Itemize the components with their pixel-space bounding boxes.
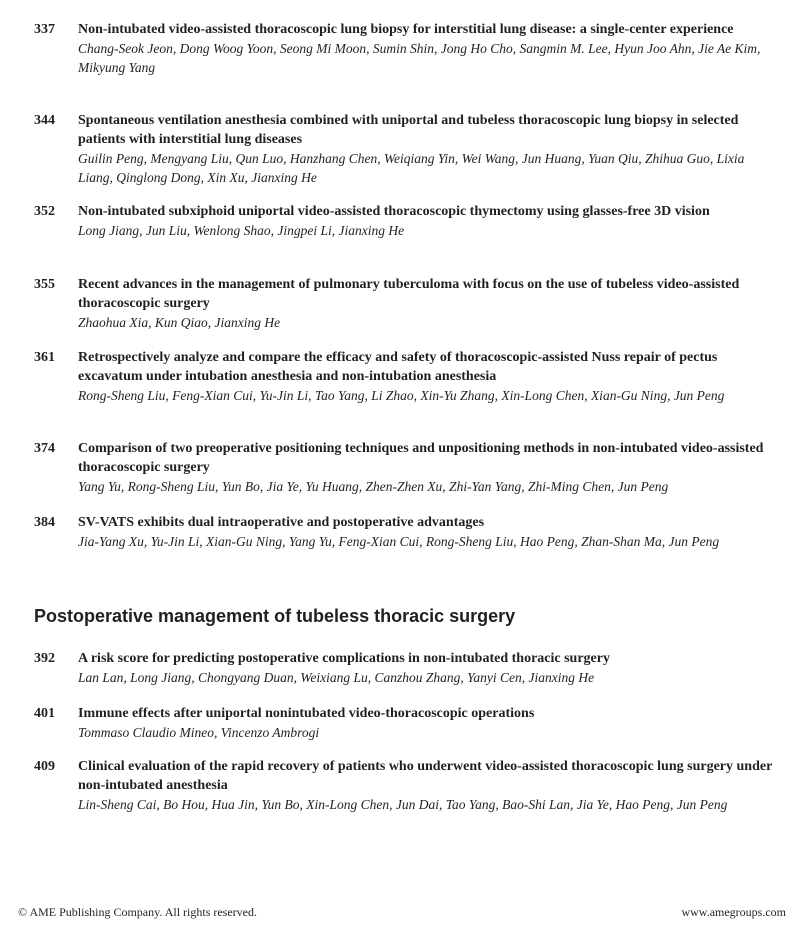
toc-entry-409[interactable] <box>34 757 774 814</box>
article-authors: Lin-Sheng Cai, Bo Hou, Hua Jin, Yun Bo, Xin-Long Chen, Jun Dai, Tao Yang, Bao-Shi Lan, Jia Ye, Hao Peng, Jun Peng <box>78 797 728 812</box>
entry <box>34 111 774 187</box>
article-authors: Jia-Yang Xu, Yu-Jin Li, Xian-Gu Ning, Yang Yu, Feng-Xian Cui, Rong-Sheng Liu, Hao Peng, Zhan-Shan Ma, Jun Peng <box>78 534 720 549</box>
section-heading: Postoperative management of tubeless thoracic surgery <box>34 606 516 626</box>
toc-entry-355[interactable] <box>34 275 774 332</box>
toc-entry-344[interactable] <box>34 111 774 187</box>
article-authors: Lan Lan, Long Jiang, Chongyang Duan, Weixiang Lu, Canzhou Zhang, Yanyi Cen, Jianxing He <box>78 670 595 685</box>
toc-entry-392[interactable] <box>34 649 774 687</box>
toc-entry-352[interactable] <box>34 202 774 240</box>
article-authors: Tommaso Claudio Mineo, Vincenzo Ambrogi <box>78 725 320 740</box>
article-title[interactable]: Comparison of two preoperative positioning techniques and unpositioning methods in non-intubated video-assisted thoracoscopic surgery <box>78 441 764 475</box>
footer-website-link[interactable]: www.amegroups.com <box>681 905 786 919</box>
page-number: 361 <box>34 350 55 365</box>
article-title[interactable]: Recent advances in the management of pulmonary tuberculoma with focus on the use of tubeless video-assisted thoracoscopic surgery <box>78 277 740 311</box>
article-title[interactable]: Retrospectively analyze and compare the efficacy and safety of thoracoscopic-assisted Nuss repair of pectus excavatum under intubation anesthesia and non-intubation anesthesia <box>78 350 718 384</box>
article-authors: Yang Yu, Rong-Sheng Liu, Yun Bo, Jia Ye, Yu Huang, Zhen-Zhen Xu, Zhi-Yan Yang, Zhi-Ming Chen, Jun Peng <box>78 479 669 494</box>
toc-entry-374[interactable] <box>34 439 774 496</box>
entry <box>34 649 774 687</box>
article-title[interactable]: Non-intubated subxiphoid uniportal video-assisted thoracoscopic thymectomy using glasses-free 3D vision <box>78 204 710 219</box>
page-number: 374 <box>34 441 55 456</box>
page-number: 355 <box>34 277 55 292</box>
entry <box>34 513 774 551</box>
article-title[interactable]: Clinical evaluation of the rapid recovery of patients who underwent video-assisted thoracoscopic lung surgery under non-intubated anesthesia <box>78 759 773 793</box>
article-authors: Rong-Sheng Liu, Feng-Xian Cui, Yu-Jin Li, Tao Yang, Li Zhao, Xin-Yu Zhang, Xin-Long Chen, Xian-Gu Ning, Jun Peng <box>78 388 725 403</box>
entry <box>34 757 774 814</box>
page-number: 409 <box>34 759 55 774</box>
article-authors: Zhaohua Xia, Kun Qiao, Jianxing He <box>78 315 281 330</box>
entry <box>34 439 774 496</box>
article-title[interactable]: Non-intubated video-assisted thoracoscopic lung biopsy for interstitial lung disease: a single-center experience <box>78 22 734 37</box>
article-title[interactable]: A risk score for predicting postoperative complications in non-intubated thoracic surgery <box>78 651 610 666</box>
footer-copyright: © AME Publishing Company. All rights reserved. <box>18 905 257 919</box>
page-number: 352 <box>34 204 55 219</box>
page-number: 392 <box>34 651 55 666</box>
toc-entry-401[interactable] <box>34 704 774 742</box>
article-authors: Long Jiang, Jun Liu, Wenlong Shao, Jingpei Li, Jianxing He <box>78 223 405 238</box>
page-number: 401 <box>34 706 55 721</box>
toc-entry-361[interactable] <box>34 348 774 405</box>
page-number: 384 <box>34 515 55 530</box>
toc-entry-384[interactable] <box>34 513 774 551</box>
article-authors: Guilin Peng, Mengyang Liu, Qun Luo, Hanzhang Chen, Weiqiang Yin, Wei Wang, Jun Huang, Yuan Qiu, Zhihua Guo, Lixia Liang, Qinglong Dong, Xin Xu, Jianxing He <box>78 151 745 185</box>
entry <box>34 202 774 240</box>
toc-entry-337[interactable] <box>34 20 774 77</box>
entry <box>34 704 774 742</box>
article-title[interactable]: Immune effects after uniportal nonintubated video-thoracoscopic operations <box>78 706 535 721</box>
article-authors: Chang-Seok Jeon, Dong Woog Yoon, Seong Mi Moon, Sumin Shin, Jong Ho Cho, Sangmin M. Lee, Hyun Joo Ahn, Jie Ae Kim, Mikyung Yang <box>78 41 761 75</box>
page-number: 337 <box>34 22 55 37</box>
page-number: 344 <box>34 113 55 128</box>
entry <box>34 348 774 405</box>
entry <box>34 20 774 77</box>
article-title[interactable]: SV-VATS exhibits dual intraoperative and postoperative advantages <box>78 515 485 530</box>
article-title[interactable]: Spontaneous ventilation anesthesia combined with uniportal and tubeless thoracoscopic lung biopsy in selected patients with interstitial lung diseases <box>78 113 739 147</box>
entry <box>34 275 774 332</box>
